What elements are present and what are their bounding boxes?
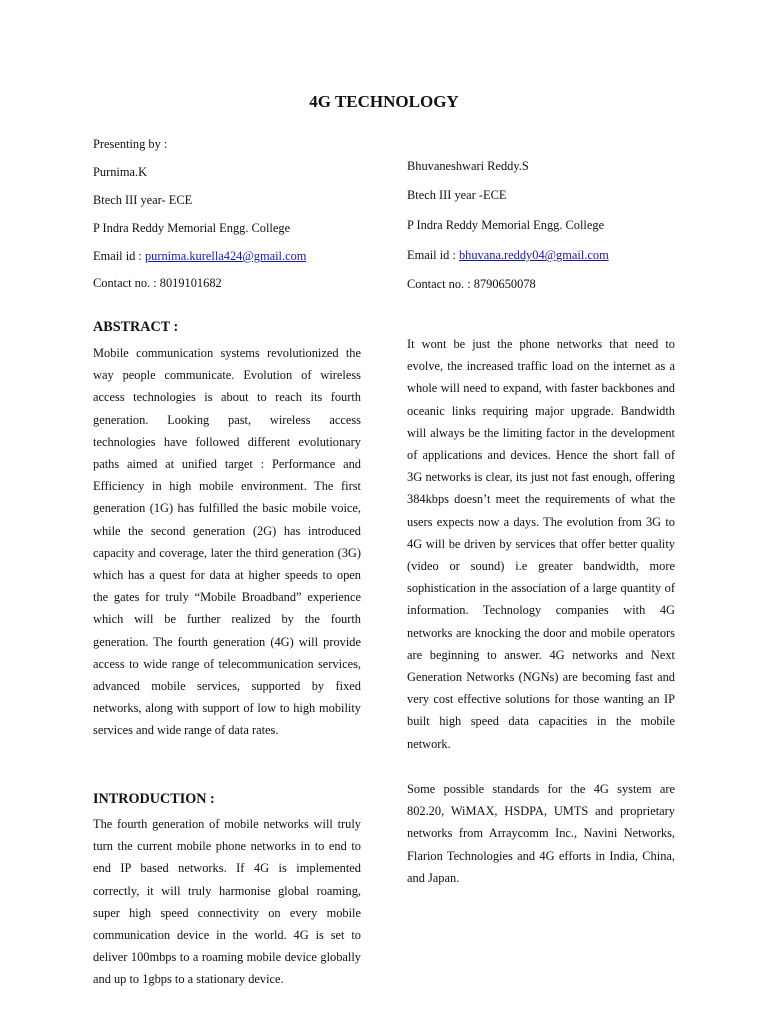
introduction-heading: INTRODUCTION : <box>93 791 215 807</box>
author-2-email-label: Email id : <box>407 248 459 262</box>
author-1-year: Btech III year- ECE <box>93 193 193 207</box>
author-2-year: Btech III year -ECE <box>407 188 507 202</box>
author-1-name: Purnima.K <box>93 165 148 179</box>
author-2-contact: Contact no. : 8790650078 <box>407 277 536 291</box>
introduction-text: The fourth generation of mobile networks will truly turn the current mobile phone networks in to end to end IP based networks. If 4G is implemented correctly, it will truly harmonise global roaming, super high speed connectivity on every mobile communication device in the world. 4G is set to deliver 100mbps to a roaming mobile device globally and up to 1gbps to a stationary device. <box>93 817 361 987</box>
right-column-paragraph-2: Some possible standards for the 4G system are 802.20, WiMAX, HSDPA, UMTS and proprietary networks from Arraycomm Inc., Navini Networks, Flarion Technologies and 4G efforts in India, China, and Japan. <box>407 782 675 885</box>
right-column-paragraph-1: It wont be just the phone networks that need to evolve, the increased traffic load on the internet as a whole will need to expand, with faster backbones and oceanic links requiring major upgrade. Bandwidth will always be the limiting factor in the development of applications and devices. Hence the short fall of 3G networks is clear, its just not fast enough, offering 384kbps doesn’t meet the requirements of what the users expects now a days. The evolution from 3G to 4G will be driven by services that offer better quality (video or sound) i.e greater bandwidth, more sophistication in the association of a large quantity of information. Technology companies with 4G networks are knocking the door and mobile operators are beginning to answer. 4G networks and Next Generation Networks (NGNs) are becoming fast and very cost effective solutions for those wanting an IP built high speed data capacities in the mobile network. <box>407 337 675 751</box>
author-2-email-link[interactable]: bhuvana.reddy04@gmail.com <box>458 248 609 262</box>
abstract-text: Mobile communication systems revolutionized the way people communicate. Evolution of wireless access technologies is about to reach its fourth generation. Looking past, wireless access technologies have followed different evolutionary paths aimed at unified target : Performance and Efficiency in high mobile environment. The first generation (1G) has fulfilled the basic mobile voice, while the second generation (2G) has introduced capacity and coverage, later the third generation (3G) which has a quest for data at higher speeds to open the gates for truly “Mobile Broadband” experience which will be further realized by the fourth generation. The fourth generation (4G) will provide access to wide range of telecommunication services, advanced mobile services, supported by fixed networks, along with support of low to high mobility services and wide range of data rates. <box>93 346 361 738</box>
author-1-email-link[interactable]: purnima.kurella424@gmail.com <box>144 249 307 263</box>
abstract-heading: ABSTRACT : <box>93 319 179 335</box>
paper-title: 4G TECHNOLOGY <box>309 92 459 111</box>
author-2-email-line <box>407 248 609 263</box>
presenting-by-label: Presenting by : <box>93 137 168 151</box>
author-1-contact: Contact no. : 8019101682 <box>93 276 222 290</box>
author-1-email-line <box>93 249 306 264</box>
author-2-college: P Indra Reddy Memorial Engg. College <box>407 218 605 232</box>
author-2-name: Bhuvaneshwari Reddy.S <box>407 159 529 173</box>
author-1-college: P Indra Reddy Memorial Engg. College <box>93 221 291 235</box>
author-1-email-label: Email id : <box>93 249 145 263</box>
